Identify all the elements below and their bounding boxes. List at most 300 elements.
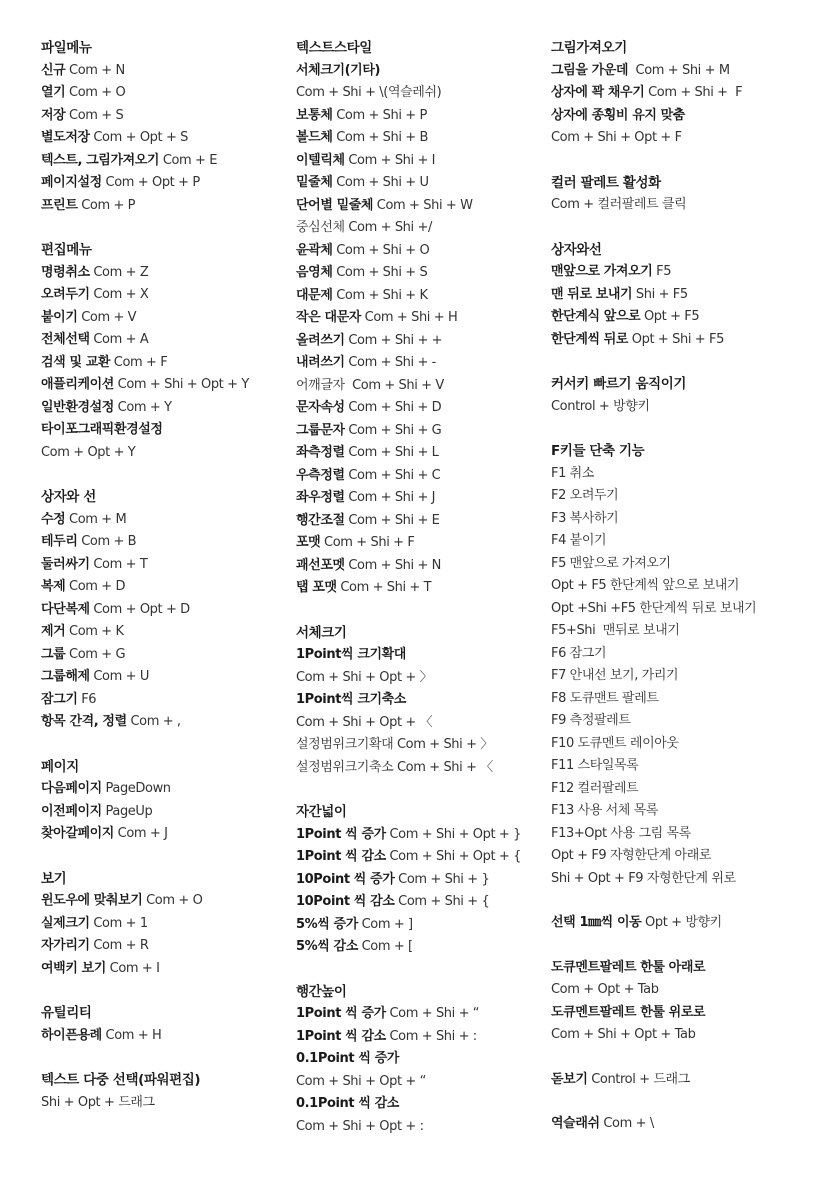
command-name: 상자에 종횡비 유지 맞춤 [551,107,685,123]
command-name: 단어별 밑줄체 [296,197,374,213]
shortcut-line [551,1002,821,1025]
command-name: 선택 1㎜씩 이동 [551,915,642,930]
shortcut-line [41,554,281,577]
shortcut-keys: Shi + Opt + 드래그 [41,1094,155,1110]
shortcut-keys: Com + A [89,332,149,347]
shortcut-line [41,778,281,801]
shortcut-line [296,82,536,105]
shortcut-line [551,60,821,83]
command-name: 10Point 씩 감소 [296,894,395,909]
command-name: 그룹 [41,646,66,662]
shortcut-line [296,510,536,533]
shortcut-line [41,823,281,846]
shortcut-line [41,82,281,105]
shortcut-keys: Control + 방향키 [551,398,650,414]
shortcut-line [41,621,281,644]
command-name: 올려쓰기 [296,332,345,348]
shortcut-keys: Com + D [65,579,126,594]
shortcut-section [41,486,281,734]
shortcut-keys: 중심선체 Com + Shi +/ [296,220,432,235]
shortcut-keys: Com + Shi + C [344,467,441,483]
shortcut-line [41,150,281,173]
shortcut-keys: Com + Shi + U [332,175,429,190]
shortcut-line [551,620,821,643]
section-heading: 행간높이 [296,983,347,1000]
shortcut-line [551,979,821,1002]
shortcut-section [551,1069,821,1092]
command-name: 그룹문자 [296,422,345,438]
shortcut-keys: Opt +Shi +F5 한단계씩 뒤로 보내기 [551,600,757,616]
shortcut-line [296,1003,536,1026]
shortcut-line [296,150,536,173]
shortcut-keys: Com + P [77,197,136,213]
command-name: 명령취소 [41,264,90,280]
section-heading: 파일메뉴 [41,40,92,56]
shortcut-line [41,284,281,307]
shortcut-keys: 설정범위크기축소 Com + Shi + 〈 [296,759,493,775]
command-name: 0.1Point 씩 감소 [296,1096,399,1111]
command-name: 윤곽체 [296,242,333,258]
shortcut-line [551,1069,821,1092]
shortcut-line [41,576,281,599]
shortcut-keys: Com + R [89,938,149,953]
command-name: 열기 [41,85,66,100]
shortcut-keys: Com + B [77,534,137,549]
shortcut-keys: Com + Shi + Opt + } [385,826,522,842]
shortcut-line [551,396,821,419]
shortcut-section [551,912,821,935]
section-heading: 서체크기 [296,624,347,641]
command-name: 내려쓰기 [296,355,345,370]
shortcut-line [551,755,821,778]
shortcut-line [296,1116,536,1139]
shortcut-line [41,935,281,958]
shortcut-keys: Com + Shi + W [373,197,473,213]
section-heading: 텍스트스타일 [296,40,372,56]
command-name: 그룹해제 [41,669,90,684]
shortcut-keys: F5+Shi 맨뒤로 보내기 [551,623,680,638]
section-heading: 자간넓이 [296,804,347,820]
shortcut-line [296,891,536,914]
shortcut-keys: F3 복사하기 [551,510,619,526]
section-heading: 유틸리티 [41,1005,92,1021]
command-name: 볼드체 [296,130,333,145]
shortcut-line [551,868,821,891]
shortcut-line [296,914,536,937]
shortcut-line [41,105,281,128]
shortcut-section [41,37,281,217]
shortcut-keys: Com + Opt + Y [41,444,136,460]
command-name: 역슬래쉬 [551,1116,600,1131]
shortcut-keys: Com + J [113,826,168,841]
section-heading: 상자와 선 [41,489,96,505]
shortcut-keys: F1 취소 [551,465,594,481]
shortcut-line [41,419,281,442]
shortcut-line [296,330,536,353]
shortcut-line [41,195,281,218]
shortcut-line [551,105,821,128]
shortcut-keys: Com + 컬러팔레트 클릭 [551,197,687,212]
section-heading: 페이지 [41,758,79,775]
command-name: 10Point 씩 증가 [296,871,395,887]
command-name: 실제크기 [41,915,90,931]
shortcut-keys: F5 맨앞으로 가져오기 [551,555,671,571]
section-heading: 상자와선 [551,241,602,258]
shortcut-line [551,800,821,823]
shortcut-line [296,1026,536,1049]
command-name: 보통체 [296,107,333,123]
shortcut-line [41,329,281,352]
command-name: 여백키 보기 [41,960,106,976]
shortcut-keys: Shi + F5 [632,286,688,302]
shortcut-line [551,575,821,598]
shortcut-section [296,801,536,959]
shortcut-line [296,936,536,959]
shortcut-keys: F13+Opt 사용 그림 목록 [551,825,691,841]
command-name: 애플리케이션 [41,377,114,392]
shortcut-keys: Com + Shi + I [344,152,436,168]
shortcut-line [41,127,281,150]
shortcut-section [296,622,536,780]
command-name: 음영체 [296,265,333,280]
column-left [41,37,281,1136]
shortcut-keys: F10 도큐멘트 레이아웃 [551,735,679,751]
command-name: 오려두기 [41,287,90,302]
shortcut-line [551,912,821,935]
shortcut-keys: Com + Shi + Opt + 〈 [296,714,433,730]
shortcut-keys: Com + M [65,511,127,527]
shortcut-keys: Com + Shi + Opt + { [385,849,522,864]
shortcut-line [296,824,536,847]
shortcut-keys: F5 [652,264,672,279]
shortcut-keys: Com + Shi + Opt + Tab [551,1027,696,1042]
shortcut-keys: Opt + 방향키 [641,915,722,930]
shortcut-keys: Com + Opt + Tab [551,982,659,997]
shortcut-keys: F13 사용 서체 목록 [551,803,658,818]
shortcut-line [296,689,536,712]
command-name: 신규 [41,62,66,78]
shortcut-line [296,442,536,465]
shortcut-line [551,284,821,307]
command-name: 괘선포멧 [296,557,345,573]
shortcut-line [296,644,536,667]
shortcut-line [296,487,536,510]
command-name: 한단계씩 뒤로 [551,331,629,347]
shortcut-line [41,958,281,981]
shortcut-line [551,194,821,217]
shortcut-line [296,307,536,330]
shortcut-line [41,801,281,824]
shortcut-keys: Com + X [89,287,149,302]
command-name: 별도저장 [41,130,90,145]
shortcut-line [296,262,536,285]
shortcut-keys: Shi + Opt + F9 자형한단계 위로 [551,870,736,886]
shortcut-line [296,667,536,690]
shortcut-keys: 어깨글자 Com + Shi + V [296,377,444,393]
command-name: 복제 [41,579,66,594]
shortcut-keys: PageUp [101,803,153,819]
command-name: 1Point씩 크기확대 [296,647,406,662]
shortcut-line [551,665,821,688]
command-name: 행간조절 [296,512,345,528]
shortcut-keys: Com + Shi + J [344,490,436,505]
shortcut-section [296,981,536,1139]
command-name: 작은 대문자 [296,310,361,325]
shortcut-line [296,734,536,757]
command-name: 붙이기 [41,309,78,325]
shortcut-line [551,778,821,801]
command-name: 잠그기 [41,691,78,707]
command-name: 찾아갈페이지 [41,826,114,841]
shortcut-line [551,1024,821,1047]
command-name: 포맷 [296,535,321,550]
shortcut-keys: Com + Shi + N [344,557,442,573]
shortcut-section [41,1002,281,1047]
shortcut-line [41,531,281,554]
shortcut-keys: Com + ] [357,916,413,932]
shortcut-line [551,463,821,486]
shortcut-keys: Opt + Shi + F5 [628,331,724,347]
shortcut-line [41,442,281,465]
shortcut-keys: Com + Shi + { [394,894,490,909]
shortcut-line [296,195,536,218]
shortcut-keys: Opt + F5 [640,309,700,324]
shortcut-line [296,1093,536,1116]
shortcut-line [296,577,536,600]
shortcut-keys: Com + Shi + } [394,871,490,887]
shortcut-section [296,37,536,600]
shortcut-keys: Com + Opt + S [89,130,189,145]
section-heading: 텍스트 다중 선택(파워편집) [41,1072,201,1088]
command-name: 수정 [41,511,66,527]
shortcut-section [551,373,821,418]
shortcut-keys: Opt + F5 한단계씩 앞으로 보내기 [551,578,740,593]
shortcut-keys: Com + Z [89,264,149,280]
shortcut-line [296,240,536,263]
shortcut-keys: Com + V [77,309,137,325]
command-name: 0.1Point 씩 증가 [296,1051,399,1066]
shortcut-keys: Com + K [65,624,124,639]
shortcut-line [296,465,536,488]
shortcut-line [296,532,536,555]
command-name: 테두리 [41,534,78,549]
shortcut-line [551,733,821,756]
shortcut-keys: Control + 드래그 [587,1071,690,1087]
shortcut-line [551,1113,821,1136]
command-name: 윈도우에 맞춰보기 [41,893,143,908]
shortcut-keys: F12 컬러팔레트 [551,780,639,796]
shortcut-keys: Com + Shi + S [332,265,428,280]
command-name: 밑줄체 [296,175,333,190]
shortcut-keys: Com + E [159,152,218,168]
shortcut-section [41,239,281,464]
shortcut-keys: Com + Shi + Opt + 〉 [296,669,433,685]
shortcut-line [41,1092,281,1115]
shortcut-line [296,757,536,780]
shortcut-keys: Com + \ [599,1116,654,1131]
section-heading: 편집메뉴 [41,242,92,258]
shortcut-line [41,352,281,375]
shortcut-keys: Com + Opt + D [89,601,190,617]
command-name: 맨앞으로 가져오기 [551,264,653,279]
shortcut-keys: F6 [77,691,97,707]
shortcut-line [41,307,281,330]
shortcut-line [296,127,536,150]
shortcut-line [551,710,821,733]
shortcut-keys: Com + T [89,556,148,572]
shortcut-section [551,239,821,352]
shortcut-keys: Com + Shi + Opt + F [551,130,682,145]
shortcut-line [551,845,821,868]
command-name: 페이지설정 [41,175,102,190]
shortcut-keys: Com + 1 [89,915,148,931]
shortcut-keys: Com + Shi + P [332,107,427,123]
shortcut-line [551,306,821,329]
shortcut-line [296,105,536,128]
shortcut-line [551,530,821,553]
command-name: 문자속성 [296,400,345,415]
shortcut-line [41,913,281,936]
shortcut-line [551,261,821,284]
section-heading: 그림가져오기 [551,40,627,56]
command-name: 도큐멘트팔레트 한툴 위로로 [551,1004,706,1020]
command-name: 대문제 [296,287,333,303]
command-name: 일반환경설정 [41,399,114,415]
shortcut-keys: PageDown [101,781,171,796]
shortcut-line [296,1071,536,1094]
shortcut-line [551,823,821,846]
shortcut-section [551,37,821,150]
shortcut-line [41,1025,281,1048]
shortcut-keys: 설정범위크기확대 Com + Shi + 〉 [296,737,493,752]
shortcut-line [551,598,821,621]
shortcut-section [551,172,821,217]
shortcut-line [296,60,536,83]
shortcut-line [41,397,281,420]
shortcut-keys: F9 측정팔레트 [551,713,631,728]
command-name: 검색 및 교환 [41,354,111,370]
shortcut-keys: Com + Shi + “ [385,1006,480,1021]
shortcut-keys: Com + Shi + D [344,400,442,415]
command-name: 그림을 가운데 [551,62,629,78]
command-name: 텍스트, 그림가져오기 [41,152,160,168]
shortcut-line [551,485,821,508]
command-name: 5%씩 증가 [296,916,358,932]
shortcut-line [296,172,536,195]
shortcut-keys: Opt + F9 자형한단계 아래로 [551,848,712,863]
shortcut-keys: Com + H [101,1027,162,1043]
command-name: 제거 [41,624,66,639]
shortcut-keys: Com + Shi + F [644,85,743,100]
shortcut-line [41,172,281,195]
shortcut-section [551,1113,821,1136]
shortcut-keys: Com + Shi + : [385,1028,477,1044]
command-name: 돋보기 [551,1071,588,1087]
shortcut-keys: F4 붙이기 [551,533,607,548]
shortcut-line [296,846,536,869]
shortcut-line [41,711,281,734]
column-right [551,37,821,1158]
shortcut-keys: Com + Shi + M [628,62,730,78]
command-name: 저장 [41,107,66,123]
shortcut-keys: Com + O [142,893,203,908]
command-name: 둘러싸기 [41,556,90,572]
shortcut-line [296,375,536,398]
shortcut-section [551,957,821,1047]
shortcut-keys: Com + Shi + \(역슬레쉬) [296,85,442,100]
shortcut-line [41,60,281,83]
command-name: 다단복제 [41,601,90,617]
section-heading: 컬러 팔레트 활성화 [551,174,661,191]
command-name: 1Point 씩 감소 [296,1028,386,1044]
shortcut-keys: Com + S [65,107,124,123]
column-middle [296,37,536,1160]
shortcut-keys: Com + [ [357,939,413,954]
shortcut-line [41,644,281,667]
shortcut-keys: F2 오려두기 [551,488,619,503]
section-heading: 보기 [41,870,67,887]
shortcut-keys: Com + Shi + L [344,445,439,460]
command-name: 이텔릭체 [296,152,345,168]
shortcut-line [551,553,821,576]
shortcut-keys: Com + N [65,62,125,78]
shortcut-line [551,329,821,352]
command-name: 항목 간격, 정렬 [41,714,127,729]
shortcut-line [296,869,536,892]
shortcut-line [551,82,821,105]
shortcut-keys: F7 안내선 보기, 가리기 [551,668,679,683]
shortcut-keys: Com + , [126,714,181,729]
command-name: 탭 포맷 [296,580,337,595]
shortcut-keys: Com + Shi + - [344,355,436,370]
command-name: 상자에 꽉 채우기 [551,85,645,100]
shortcut-line [41,666,281,689]
command-name: 프린트 [41,197,78,213]
shortcut-line [551,688,821,711]
command-name: 좌측정렬 [296,445,345,460]
shortcut-section [551,440,821,890]
command-name: 5%씩 감소 [296,939,358,954]
shortcut-line [296,397,536,420]
command-name: 1Point 씩 증가 [296,826,386,842]
command-name: 1Point씩 크기축소 [296,692,406,707]
shortcut-keys: F8 도큐맨트 팔레트 [551,690,659,706]
shortcut-keys: F6 잠그기 [551,645,607,661]
shortcut-line [551,127,821,150]
shortcut-keys: Com + G [65,646,126,662]
shortcut-keys: Com + Shi + E [344,512,440,528]
command-name: 하이픈용례 [41,1027,102,1043]
command-name: 서체크기(기타) [296,62,381,78]
command-name: 이전페이지 [41,803,102,819]
shortcut-line [41,689,281,712]
shortcut-keys: Com + I [105,960,160,976]
command-name: 맨 뒤로 보내기 [551,286,633,302]
command-name: 한단계식 앞으로 [551,309,641,324]
shortcut-keys: Com + Shi + T [336,580,432,595]
command-name: 우측정렬 [296,467,345,483]
command-name: 1Point 씩 감소 [296,849,386,864]
shortcut-section [41,868,281,981]
shortcut-line [296,285,536,308]
shortcut-line [41,509,281,532]
section-heading: 커서키 빠르기 움직이기 [551,376,687,392]
command-name: 자가리기 [41,938,90,953]
shortcut-line [296,420,536,443]
shortcut-line [41,890,281,913]
shortcut-line [551,643,821,666]
command-name: 1Point 씩 증가 [296,1006,386,1021]
